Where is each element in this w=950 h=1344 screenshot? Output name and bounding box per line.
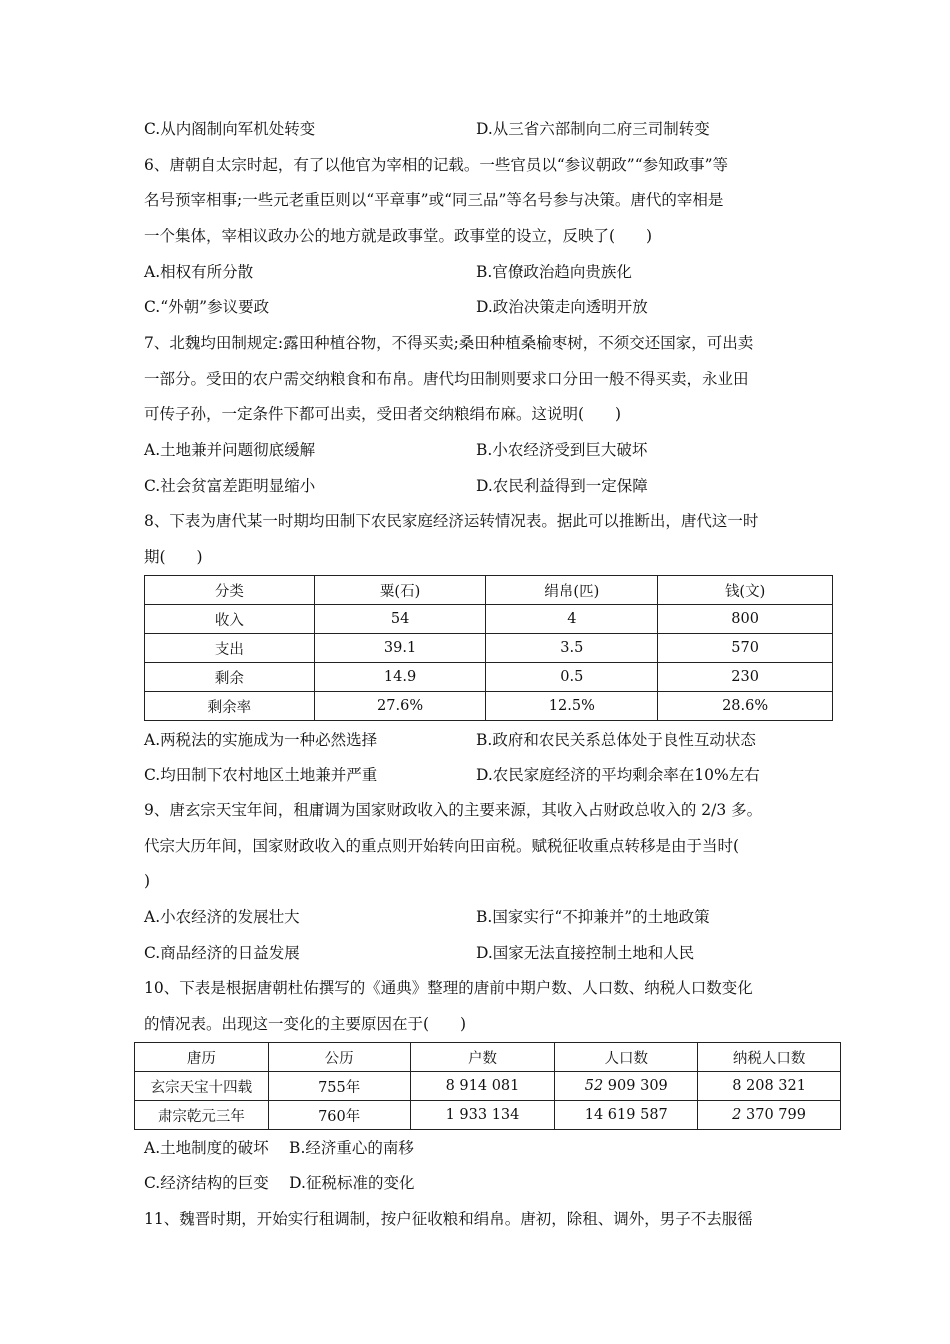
q6-option-b: B.官僚政治趋向贵族化 xyxy=(476,263,632,281)
table-cell: 760年 xyxy=(268,1101,410,1130)
q7-option-d: D.农民利益得到一定保障 xyxy=(476,477,648,495)
table-row xyxy=(145,663,833,692)
q10-options-cd: C.经济结构的巨变 D.征税标准的变化 xyxy=(144,1174,415,1192)
digits: 370 799 xyxy=(741,1107,806,1123)
q9-text-3: ) xyxy=(144,872,151,890)
table-row xyxy=(135,1101,841,1130)
table-cell: 27.6% xyxy=(314,692,486,721)
table-header-cell: 分类 xyxy=(145,576,315,605)
table-cell: 230 xyxy=(658,663,833,692)
q8-table xyxy=(144,575,833,721)
q6-text-3: 一个集体，宰相议政办公的地方就是政事堂。政事堂的设立，反映了( ) xyxy=(144,227,653,245)
q7-option-c: C.社会贫富差距明显缩小 xyxy=(144,477,316,495)
q8-text-1: 8、下表为唐代某一时期均田制下农民家庭经济运转情况表。据此可以推断出，唐代这一时 xyxy=(144,512,759,530)
table-header-row xyxy=(135,1043,841,1072)
q11-text-1: 11、魏晋时期，开始实行租调制，按户征收粮和绢帛。唐初，除租、调外，男子不去服徭 xyxy=(144,1210,753,1228)
q10-options-ab: A.土地制度的破坏 B.经济重心的南移 xyxy=(144,1139,414,1157)
table-cell: 支出 xyxy=(145,634,315,663)
table-cell: 8 208 321 xyxy=(698,1072,841,1101)
table-header-cell: 户数 xyxy=(410,1043,555,1072)
table-header-cell: 粟(石) xyxy=(314,576,486,605)
table-cell: 28.6% xyxy=(658,692,833,721)
q7-text-1: 7、北魏均田制规定:露田种植谷物，不得买卖;桑田种植桑榆枣树，不须交还国家，可出卖 xyxy=(144,334,754,352)
table-cell: 剩余 xyxy=(145,663,315,692)
q10-text-1: 10、下表是根据唐朝杜佑撰写的《通典》整理的唐前中期户数、人口数、纳税人口数变化 xyxy=(144,979,753,997)
table-cell: 8 914 081 xyxy=(410,1072,555,1101)
q8-option-b: B.政府和农民关系总体处于良性互动状态 xyxy=(476,731,756,749)
table-header-cell: 钱(文) xyxy=(658,576,833,605)
table-cell: 1 933 134 xyxy=(410,1101,555,1130)
q7-option-b: B.小农经济受到巨大破坏 xyxy=(476,441,648,459)
q5-option-c: C.从内阁制向军机处转变 xyxy=(144,120,316,138)
q6-text-1: 6、唐朝自太宗时起，有了以他官为宰相的记载。一些官员以“参议朝政”“参知政事”等 xyxy=(144,156,729,174)
q6-option-d: D.政治决策走向透明开放 xyxy=(476,298,648,316)
table-header-cell: 绢帛(匹) xyxy=(486,576,658,605)
q10-text-2: 的情况表。出现这一变化的主要原因在于( ) xyxy=(144,1015,467,1033)
table-cell: 39.1 xyxy=(314,634,486,663)
q9-text-2: 代宗大历年间，国家财政收入的重点则开始转向田亩税。赋税征收重点转移是由于当时( xyxy=(144,837,740,855)
q8-option-a: A.两税法的实施成为一种必然选择 xyxy=(144,731,378,749)
table-cell: 肃宗乾元三年 xyxy=(135,1101,269,1130)
q6-text-2: 名号预宰相事;一些元老重臣则以“平章事”或“同三品”等名号参与决策。唐代的宰相是 xyxy=(144,191,724,209)
table-cell: 0.5 xyxy=(486,663,658,692)
table-cell: 570 xyxy=(658,634,833,663)
table-cell: 玄宗天宝十四载 xyxy=(135,1072,269,1101)
table-header-cell: 公历 xyxy=(268,1043,410,1072)
italic-digits: 52 xyxy=(584,1078,604,1094)
table-cell: 800 xyxy=(658,605,833,634)
table-cell: 3.5 xyxy=(486,634,658,663)
table-cell xyxy=(698,1101,841,1130)
table-cell: 剩余率 xyxy=(145,692,315,721)
q5-option-d: D.从三省六部制向二府三司制转变 xyxy=(476,120,710,138)
q8-text-2: 期( ) xyxy=(144,548,203,566)
q9-option-a: A.小农经济的发展壮大 xyxy=(144,908,300,926)
q7-option-a: A.土地兼并问题彻底缓解 xyxy=(144,441,316,459)
q9-option-c: C.商品经济的日益发展 xyxy=(144,944,300,962)
q8-option-c: C.均田制下农村地区土地兼并严重 xyxy=(144,766,378,784)
q6-option-c: C.“外朝”参议要政 xyxy=(144,298,270,316)
table-header-cell: 唐历 xyxy=(135,1043,269,1072)
table-row xyxy=(145,634,833,663)
table-header-row xyxy=(145,576,833,605)
table-cell: 12.5% xyxy=(486,692,658,721)
table-row xyxy=(145,605,833,634)
table-row xyxy=(135,1072,841,1101)
table-cell: 755年 xyxy=(268,1072,410,1101)
table-cell: 收入 xyxy=(145,605,315,634)
table-header-cell: 人口数 xyxy=(555,1043,698,1072)
table-row xyxy=(145,692,833,721)
table-header-cell: 纳税人口数 xyxy=(698,1043,841,1072)
table-cell: 4 xyxy=(486,605,658,634)
table-cell: 14.9 xyxy=(314,663,486,692)
digits: 909 309 xyxy=(603,1078,668,1094)
table-cell: 14 619 587 xyxy=(555,1101,698,1130)
q6-option-a: A.相权有所分散 xyxy=(144,263,254,281)
italic-digits: 2 xyxy=(732,1107,742,1123)
table-cell xyxy=(555,1072,698,1101)
q10-table xyxy=(134,1042,841,1130)
q7-text-3: 可传子孙，一定条件下都可出卖，受田者交纳粮绢布麻。这说明( ) xyxy=(144,405,622,423)
q9-option-d: D.国家无法直接控制土地和人民 xyxy=(476,944,695,962)
table-cell: 54 xyxy=(314,605,486,634)
q8-option-d: D.农民家庭经济的平均剩余率在10%左右 xyxy=(476,766,760,784)
q7-text-2: 一部分。受田的农户需交纳粮食和布帛。唐代均田制则要求口分田一般不得买卖，永业田 xyxy=(144,370,749,388)
q9-text-1: 9、唐玄宗天宝年间，租庸调为国家财政收入的主要来源，其收入占财政总收入的 2/3 多。 xyxy=(144,801,763,819)
q9-option-b: B.国家实行“不抑兼并”的土地政策 xyxy=(476,908,710,926)
